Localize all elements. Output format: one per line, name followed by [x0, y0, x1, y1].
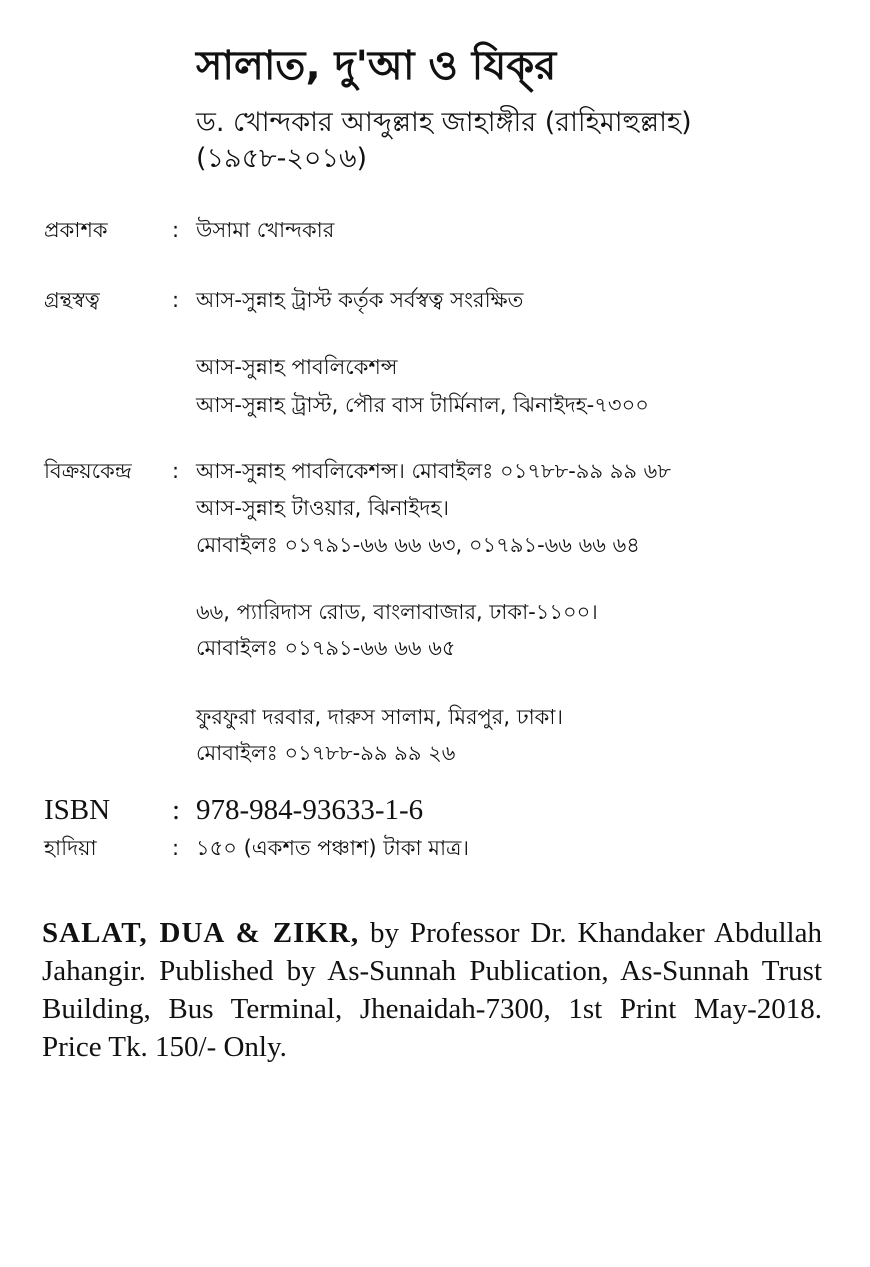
isbn-label: ISBN — [44, 794, 111, 826]
publisher-colon: : — [172, 218, 180, 242]
publisher-label: প্রকাশক — [44, 218, 108, 242]
isbn-colon: : — [172, 794, 181, 826]
sales-line-5: মোবাইলঃ ০১৭৯১-৬৬ ৬৬ ৬৫ — [196, 636, 456, 660]
sales-label: বিক্রয়কেন্দ্র — [44, 459, 132, 483]
sales-line-3: মোবাইলঃ ০১৭৯১-৬৬ ৬৬ ৬৩, ০১৭৯১-৬৬ ৬৬ ৬৪ — [196, 533, 640, 557]
copyright-label: গ্রন্থস্বত্ব — [44, 288, 100, 312]
author-years: (১৯৫৮-২০১৬) — [196, 143, 368, 174]
sales-line-4: ৬৬, প্যারিদাস রোড, বাংলাবাজার, ঢাকা-১১০০। — [196, 600, 598, 624]
sales-line-6: ফুরফুরা দরবার, দারুস সালাম, মিরপুর, ঢাকা। — [196, 705, 563, 729]
publisher-value: উসামা খোন্দকার — [196, 218, 335, 242]
price-colon: : — [172, 836, 180, 860]
english-colophon — [42, 914, 822, 1066]
colophon-title: SALAT, DUA & ZIKR, — [42, 917, 360, 949]
price-label: হাদিয়া — [44, 836, 97, 860]
author-name: ড. খোন্দকার আব্দুল্লাহ জাহাঙ্গীর (রাহিমাহুল্লাহ) — [196, 107, 692, 138]
sales-line-1: আস-সুন্নাহ পাবলিকেশন্স। মোবাইলঃ ০১৭৮৮-৯৯ ৯৯ ৬৮ — [196, 459, 671, 483]
imprint-line-1: আস-সুন্নাহ পাবলিকেশন্স — [196, 355, 398, 379]
imprint-line-2: আস-সুন্নাহ ট্রাস্ট, পৌর বাস টার্মিনাল, ঝিনাইদহ-৭৩০০ — [196, 393, 649, 417]
copyright-value: আস-সুন্নাহ ট্রাস্ট কর্তৃক সর্বস্বত্ব সংরক্ষিত — [196, 288, 524, 312]
book-title: সালাত, দু'আ ও যিক্‌র — [196, 43, 557, 89]
sales-colon: : — [172, 459, 180, 483]
sales-line-7: মোবাইলঃ ০১৭৮৮-৯৯ ৯৯ ২৬ — [196, 741, 456, 765]
isbn-value: 978-984-93633-1-6 — [196, 794, 424, 826]
sales-line-2: আস-সুন্নাহ টাওয়ার, ঝিনাইদহ। — [196, 496, 449, 520]
copyright-colon: : — [172, 288, 180, 312]
price-value: ১৫০ (একশত পঞ্চাশ) টাকা মাত্র। — [196, 836, 469, 860]
colophon-text: by Professor Dr. Khandaker Abdullah Jahangir. Published by As-Sunnah Publication, As-Sunnah Trust Building, Bus Terminal, Jhenaidah-7300, 1st Print May-2018. Price Tk. 150/- Only. — [42, 917, 822, 1063]
